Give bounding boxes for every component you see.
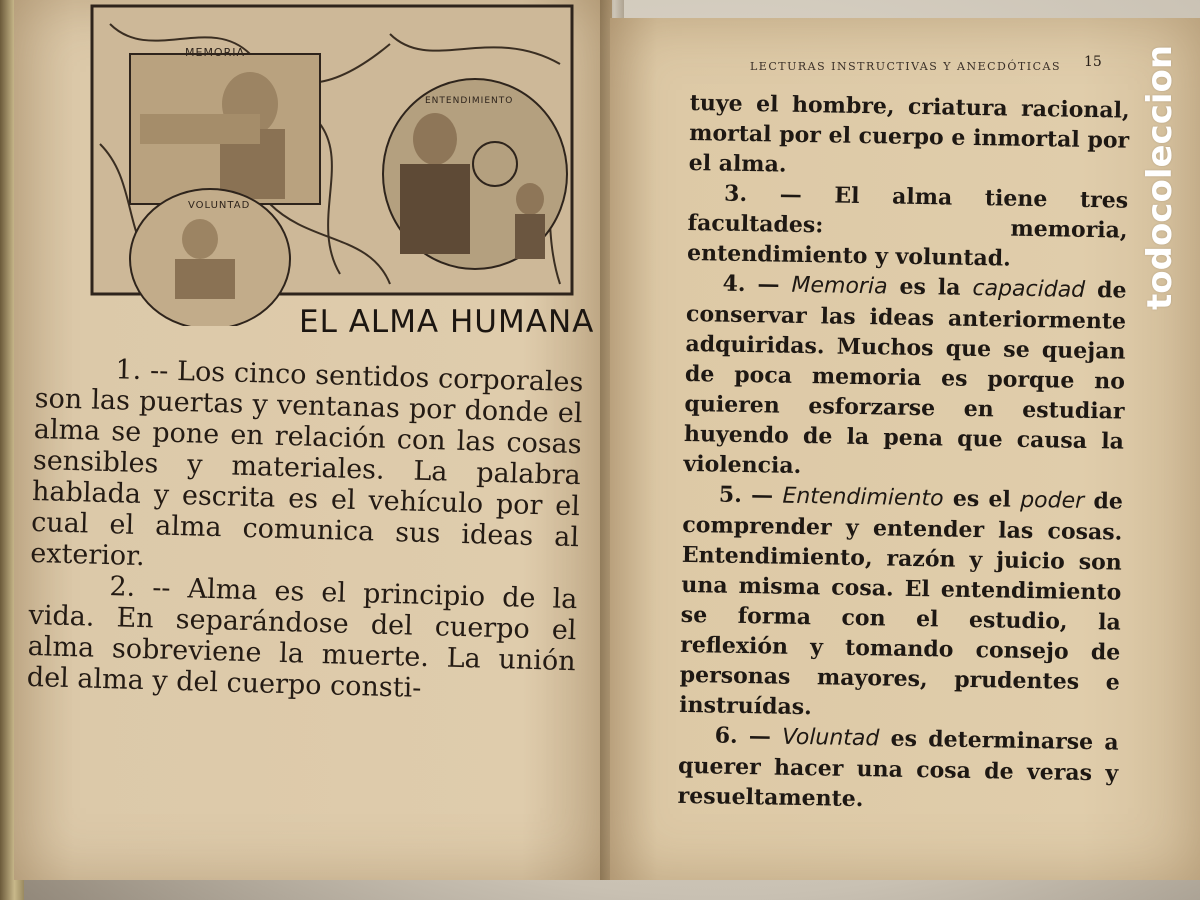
illustration-engraving xyxy=(90,4,574,326)
paragraph-2: 2. -- Alma es el principio de la vida. En separándose del cuerpo el alma sobreviene la muerte. La unión del alma y del cuerpo consti- xyxy=(26,571,578,704)
item-4 xyxy=(683,268,1127,487)
item-text: de comprender y entender las cosas. Entendimiento, razón y juicio son una misma cosa. El entendimiento se forma con el estudio, la reflexión y tomando consejo de personas mayores, prudentes e instruídas. xyxy=(679,487,1124,721)
item-connector: es la xyxy=(887,273,973,301)
item-term: Entendimiento xyxy=(782,483,944,512)
item-term-2: capacidad xyxy=(972,275,1086,303)
item-number: 6. — xyxy=(714,722,772,750)
item-number: 5. — xyxy=(718,481,774,509)
watermark-text: todocoleccion xyxy=(1140,44,1180,310)
left-body-text xyxy=(26,352,583,708)
item-term: Memoria xyxy=(791,272,888,300)
paragraph-1: 1. -- Los cinco sentidos corporales son las puertas y ventanas por donde el alma se pone en relación con las cosas sensibles y materiales. La palabra hablada y escrita es el vehículo por el cual el alma comunica sus ideas al exterior. xyxy=(29,354,584,573)
item-text: es determinarse a querer hacer una cosa de veras y resueltamente. xyxy=(677,725,1119,813)
item-connector: es el xyxy=(943,485,1021,513)
item-number: 3. — xyxy=(723,180,802,208)
watermark xyxy=(1140,20,1180,320)
page-number: 15 xyxy=(1084,54,1102,70)
item-3 xyxy=(687,178,1129,276)
illus-label-entendimiento: ENTENDIMIENTO xyxy=(425,96,514,106)
item-text: de conservar las ideas anteriormente adquiridas. Muchos que se quejan de poca memoria es porque no quieren esforzarse en estudiar huyendo de la pena que causa la violencia. xyxy=(683,276,1127,479)
item-term-2: poder xyxy=(1019,487,1085,514)
item-term: Voluntad xyxy=(781,724,880,752)
chapter-title: EL ALMA HUMANA xyxy=(299,304,595,340)
right-running-head: LECTURAS INSTRUCTIVAS Y ANECDÓTICAS xyxy=(750,60,1061,73)
item-number: 4. — xyxy=(722,270,780,298)
item-text: El alma tiene tres facultades: memoria, entendimiento y voluntad. xyxy=(686,182,1129,272)
continuation-text: tuye el hombre, criatura racional, mortal por el cuerpo e inmortal por el alma. xyxy=(688,89,1130,178)
left-page xyxy=(14,0,612,880)
illus-label-memoria: MEMORIA xyxy=(185,46,246,59)
right-body-text xyxy=(677,88,1130,819)
illus-label-voluntad: VOLUNTAD xyxy=(188,200,251,211)
engraving-graphic xyxy=(90,4,574,326)
item-6 xyxy=(677,720,1119,819)
item-5 xyxy=(679,479,1123,728)
